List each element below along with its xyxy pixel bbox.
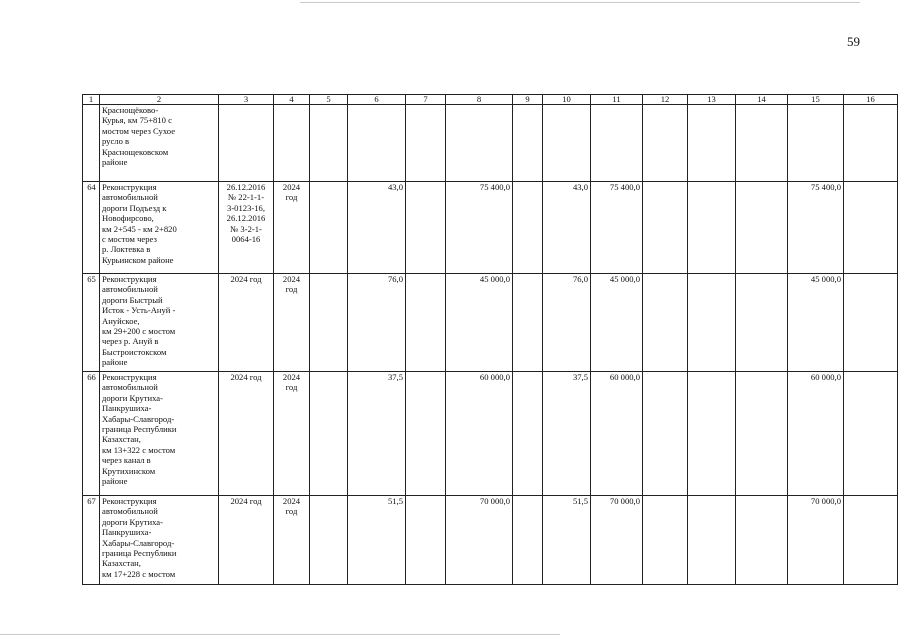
scan-edge-bottom bbox=[0, 634, 560, 635]
object-name-cell: Краснощёково- Курья, км 75+810 с мостом через Сухое русло в Краснощековском районе bbox=[100, 105, 219, 182]
col7-cell bbox=[406, 496, 446, 585]
data-table bbox=[82, 94, 898, 585]
object-name-cell: Реконструкция автомобильной дороги Крутиха- Панкрушиха- Хабары-Славгород- граница Республики Казахстан, км 17+228 с мостом bbox=[100, 496, 219, 585]
object-name-cell: Реконструкция автомобильной дороги Быстрый Исток - Усть-Ануй - Ануйское, км 29+200 с мостом через р. Ануй в Быстроистокском районе bbox=[100, 274, 219, 372]
length-cell: 43,0 bbox=[348, 182, 406, 274]
amount-cell: 60 000,0 bbox=[591, 372, 643, 496]
amount-cell: 70 000,0 bbox=[446, 496, 513, 585]
amount-cell: 45 000,0 bbox=[446, 274, 513, 372]
length-cell: 37,5 bbox=[543, 372, 591, 496]
header-cell: 13 bbox=[688, 95, 736, 105]
col16-cell bbox=[844, 105, 898, 182]
col13-cell bbox=[688, 372, 736, 496]
document-cell: 2024 год bbox=[219, 496, 274, 585]
col5-cell bbox=[310, 496, 348, 585]
header-cell: 2 bbox=[100, 95, 219, 105]
row-number-cell: 66 bbox=[83, 372, 100, 496]
object-name-cell: Реконструкция автомобильной дороги Подъезд к Новофирсово, км 2+545 - км 2+820 с мостом через р. Локтевка в Курьинском районе bbox=[100, 182, 219, 274]
col13-cell bbox=[688, 496, 736, 585]
year-cell bbox=[274, 105, 310, 182]
length-cell: 43,0 bbox=[543, 182, 591, 274]
length-cell: 51,5 bbox=[348, 496, 406, 585]
col7-cell bbox=[406, 372, 446, 496]
header-cell: 4 bbox=[274, 95, 310, 105]
col7-cell bbox=[406, 182, 446, 274]
col16-cell bbox=[844, 274, 898, 372]
year-cell: 2024 год bbox=[274, 274, 310, 372]
amount-cell bbox=[591, 105, 643, 182]
amount-cell: 75 400,0 bbox=[446, 182, 513, 274]
row-number-cell bbox=[83, 105, 100, 182]
amount-cell: 70 000,0 bbox=[788, 496, 844, 585]
year-cell: 2024 год bbox=[274, 496, 310, 585]
amount-cell: 45 000,0 bbox=[591, 274, 643, 372]
col12-cell bbox=[643, 274, 688, 372]
table-row bbox=[83, 274, 898, 372]
col14-cell bbox=[736, 182, 788, 274]
length-cell: 37,5 bbox=[348, 372, 406, 496]
col13-cell bbox=[688, 274, 736, 372]
col16-cell bbox=[844, 182, 898, 274]
col13-cell bbox=[688, 105, 736, 182]
col5-cell bbox=[310, 182, 348, 274]
col7-cell bbox=[406, 274, 446, 372]
header-cell: 10 bbox=[543, 95, 591, 105]
year-cell: 2024 год bbox=[274, 372, 310, 496]
amount-cell: 75 400,0 bbox=[788, 182, 844, 274]
col9-cell bbox=[513, 274, 543, 372]
document-cell bbox=[219, 105, 274, 182]
header-cell: 8 bbox=[446, 95, 513, 105]
page-number: 59 bbox=[847, 34, 860, 49]
scan-edge-top bbox=[300, 2, 860, 3]
col9-cell bbox=[513, 372, 543, 496]
col13-cell bbox=[688, 182, 736, 274]
amount-cell: 60 000,0 bbox=[446, 372, 513, 496]
header-cell: 5 bbox=[310, 95, 348, 105]
length-cell bbox=[348, 105, 406, 182]
col12-cell bbox=[643, 182, 688, 274]
length-cell: 51,5 bbox=[543, 496, 591, 585]
amount-cell: 45 000,0 bbox=[788, 274, 844, 372]
col9-cell bbox=[513, 182, 543, 274]
amount-cell: 70 000,0 bbox=[591, 496, 643, 585]
col5-cell bbox=[310, 105, 348, 182]
col12-cell bbox=[643, 105, 688, 182]
length-cell: 76,0 bbox=[543, 274, 591, 372]
document-cell: 2024 год bbox=[219, 372, 274, 496]
col5-cell bbox=[310, 372, 348, 496]
header-cell: 3 bbox=[219, 95, 274, 105]
document-cell: 26.12.2016 № 22-1-1- 3-0123-16, 26.12.2016 № 3-2-1- 0064-16 bbox=[219, 182, 274, 274]
header-cell: 6 bbox=[348, 95, 406, 105]
row-number-cell: 67 bbox=[83, 496, 100, 585]
document-cell: 2024 год bbox=[219, 274, 274, 372]
header-cell: 9 bbox=[513, 95, 543, 105]
col9-cell bbox=[513, 496, 543, 585]
header-cell: 7 bbox=[406, 95, 446, 105]
col7-cell bbox=[406, 105, 446, 182]
amount-cell: 75 400,0 bbox=[591, 182, 643, 274]
table-row bbox=[83, 372, 898, 496]
amount-cell bbox=[788, 105, 844, 182]
col9-cell bbox=[513, 105, 543, 182]
object-name-cell: Реконструкция автомобильной дороги Крутиха- Панкрушиха- Хабары-Славгород- граница Республики Казахстан, км 13+322 с мостом через канал в Крутихинском районе bbox=[100, 372, 219, 496]
col5-cell bbox=[310, 274, 348, 372]
header-cell: 15 bbox=[788, 95, 844, 105]
table-row bbox=[83, 182, 898, 274]
amount-cell: 60 000,0 bbox=[788, 372, 844, 496]
col16-cell bbox=[844, 496, 898, 585]
col14-cell bbox=[736, 105, 788, 182]
header-cell: 14 bbox=[736, 95, 788, 105]
col14-cell bbox=[736, 372, 788, 496]
row-number-cell: 64 bbox=[83, 182, 100, 274]
col14-cell bbox=[736, 274, 788, 372]
amount-cell bbox=[446, 105, 513, 182]
length-cell: 76,0 bbox=[348, 274, 406, 372]
col12-cell bbox=[643, 496, 688, 585]
table-row bbox=[83, 496, 898, 585]
header-cell: 1 bbox=[83, 95, 100, 105]
row-number-cell: 65 bbox=[83, 274, 100, 372]
header-cell: 16 bbox=[844, 95, 898, 105]
header-cell: 12 bbox=[643, 95, 688, 105]
header-row bbox=[83, 95, 898, 105]
col14-cell bbox=[736, 496, 788, 585]
length-cell bbox=[543, 105, 591, 182]
year-cell: 2024 год bbox=[274, 182, 310, 274]
col12-cell bbox=[643, 372, 688, 496]
table-row bbox=[83, 105, 898, 182]
header-cell: 11 bbox=[591, 95, 643, 105]
col16-cell bbox=[844, 372, 898, 496]
